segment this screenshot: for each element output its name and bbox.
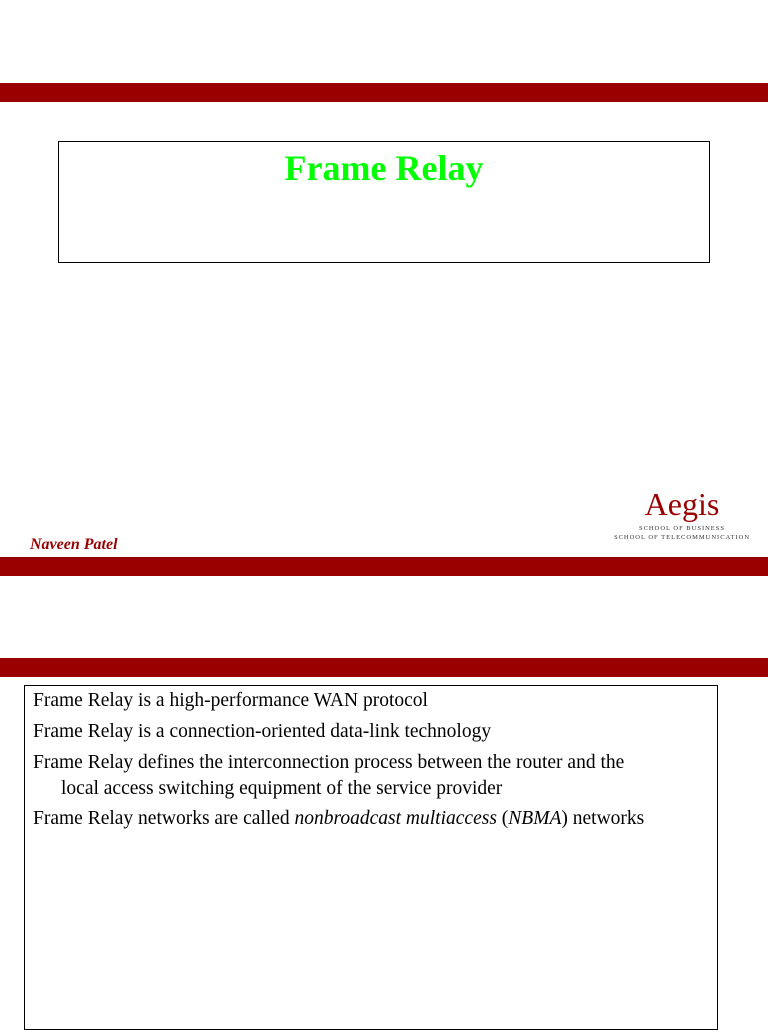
logo-line-2: SCHOOL OF TELECOMMUNICATION — [613, 534, 751, 541]
top-bar-slide2 — [0, 658, 768, 677]
bullet-4 — [33, 806, 713, 832]
bullet-2: Frame Relay is a connection-oriented data-link technology — [33, 721, 492, 742]
bullet-1: Frame Relay is a high-performance WAN protocol — [33, 690, 428, 711]
logo-wordmark: Aegis — [644, 486, 720, 522]
bullet-4-text-c: ) networks — [561, 808, 645, 829]
author-name: Naveen Patel — [30, 536, 118, 553]
bullet-3 — [33, 750, 713, 802]
bullet-3-line-1: Frame Relay defines the interconnection process between the router and the — [33, 752, 625, 773]
top-bar — [0, 83, 768, 102]
bullet-4-text-b: ( — [496, 808, 509, 829]
bullet-4-italic-a: nonbroadcast multiaccess — [294, 808, 497, 829]
logo-line-1: SCHOOL OF BUSINESS — [638, 525, 726, 532]
aegis-logo — [612, 486, 752, 542]
bullet-3-line-2: local access switching equipment of the service provider — [61, 778, 503, 799]
bullet-4-text-a: Frame Relay networks are called — [33, 808, 295, 829]
bullet-4-italic-b: NBMA — [508, 808, 562, 829]
slide-title: Frame Relay — [284, 148, 484, 188]
bottom-bar — [0, 557, 768, 576]
